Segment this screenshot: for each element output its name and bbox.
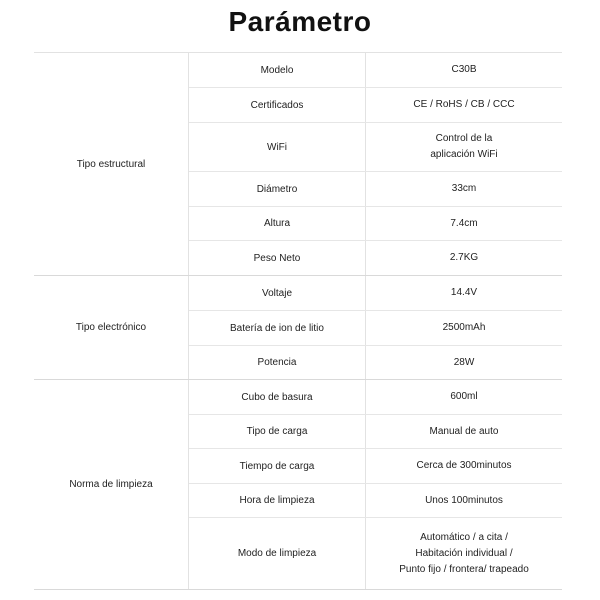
value-line: 2.7KG bbox=[449, 252, 479, 263]
table-row bbox=[189, 449, 562, 484]
value-line: 14.4V bbox=[450, 287, 478, 298]
param-name: Diámetro bbox=[189, 172, 366, 206]
value-line: 600ml bbox=[450, 391, 478, 402]
param-name: Batería de ion de litio bbox=[189, 311, 366, 345]
value-line: Unos 100minutos bbox=[425, 494, 503, 506]
value-line: 2500mAh bbox=[442, 322, 486, 333]
param-value bbox=[366, 241, 562, 275]
value-line: Control de la bbox=[435, 133, 493, 144]
param-name: Cubo de basura bbox=[189, 380, 366, 414]
param-name: Tipo de carga bbox=[189, 415, 366, 448]
table-row bbox=[189, 88, 562, 123]
table-row bbox=[189, 241, 562, 275]
table-row bbox=[189, 518, 562, 589]
param-value bbox=[366, 518, 562, 589]
param-value bbox=[366, 172, 562, 206]
param-name: Potencia bbox=[189, 346, 366, 379]
table-row bbox=[189, 172, 562, 207]
parameter-table bbox=[34, 52, 562, 590]
value-line: 7.4cm bbox=[450, 217, 478, 229]
page-title: Parámetro bbox=[228, 6, 372, 37]
value-line: 33cm bbox=[451, 183, 477, 194]
value-line: CE / RoHS / CB / CCC bbox=[413, 99, 515, 110]
param-value bbox=[366, 449, 562, 483]
table-row bbox=[189, 123, 562, 172]
param-value bbox=[366, 415, 562, 448]
param-value bbox=[366, 380, 562, 414]
value-line: Cerca de 300minutos bbox=[416, 460, 512, 471]
param-name: Certificados bbox=[189, 88, 366, 122]
group-tipo-estructural bbox=[34, 52, 562, 276]
value-line: 28W bbox=[453, 356, 475, 368]
param-value bbox=[366, 207, 562, 240]
category-label: Tipo estructural bbox=[34, 53, 189, 275]
param-name: Hora de limpieza bbox=[189, 484, 366, 517]
value-line: Punto fijo / frontera/ trapeado bbox=[399, 563, 529, 575]
param-value bbox=[366, 53, 562, 87]
param-value bbox=[366, 346, 562, 379]
table-row bbox=[189, 276, 562, 311]
param-name: Voltaje bbox=[189, 276, 366, 310]
group-norma-de-limpieza bbox=[34, 380, 562, 590]
category-label: Tipo electrónico bbox=[34, 276, 189, 379]
value-line: Automático / a cita / bbox=[420, 531, 508, 543]
param-name: Altura bbox=[189, 207, 366, 240]
param-name: Modo de limpieza bbox=[189, 518, 366, 589]
category-label: Norma de limpieza bbox=[34, 380, 189, 589]
value-line: C30B bbox=[451, 64, 477, 75]
param-name: Modelo bbox=[189, 53, 366, 87]
param-value bbox=[366, 311, 562, 345]
value-line: Habitación individual / bbox=[415, 547, 513, 559]
param-value bbox=[366, 276, 562, 310]
table-row bbox=[189, 53, 562, 88]
param-name: WiFi bbox=[189, 123, 366, 171]
param-value bbox=[366, 484, 562, 517]
table-row bbox=[189, 346, 562, 379]
table-row bbox=[189, 415, 562, 449]
table-row bbox=[189, 207, 562, 241]
param-value bbox=[366, 88, 562, 122]
value-line: Manual de auto bbox=[429, 425, 499, 437]
table-row bbox=[189, 484, 562, 518]
value-line: aplicación WiFi bbox=[430, 149, 498, 160]
table-row bbox=[189, 380, 562, 415]
table-row bbox=[189, 311, 562, 346]
param-name: Tiempo de carga bbox=[189, 449, 366, 483]
group-tipo-electronico bbox=[34, 276, 562, 380]
param-name: Peso Neto bbox=[189, 241, 366, 275]
param-value bbox=[366, 123, 562, 171]
